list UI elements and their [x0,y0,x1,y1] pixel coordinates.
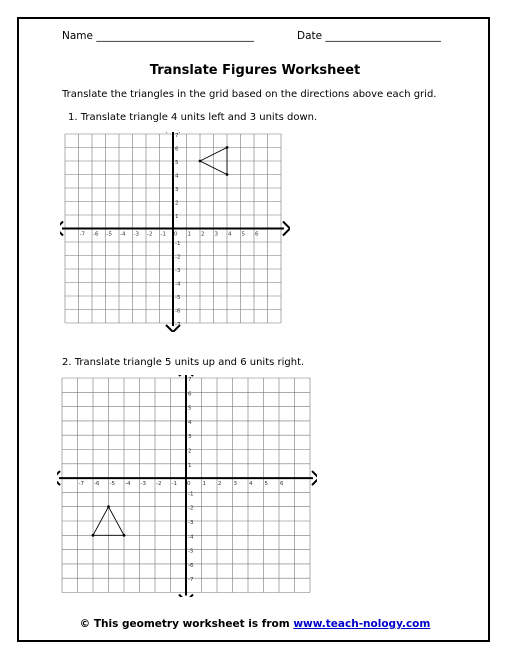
x-tick-label: 0 [174,231,178,238]
x-tick-label: -5 [109,481,115,488]
x-tick-label: -3 [133,231,139,238]
y-tick-label: 1 [175,214,179,220]
y-tick-label: 5 [175,160,179,166]
teach-nology-link[interactable]: www.teach-nology.com [293,618,431,630]
y-tick-label: 2 [188,448,192,455]
triangle-vertex [226,146,229,149]
x-tick-label: -7 [78,481,84,488]
footer-prefix: © This geometry worksheet is from [79,618,294,630]
y-tick-label: -3 [175,268,181,274]
y-tick-label: 4 [188,419,192,426]
triangle-vertex [199,160,202,163]
y-tick-label: -6 [175,308,181,315]
x-tick-label: 6 [280,481,284,488]
date-field-label: Date ______________________ [297,30,441,42]
x-tick-label: -1 [171,481,177,488]
y-tick-label: 3 [188,434,192,441]
x-tick-label: -4 [120,231,126,238]
triangle-vertex [226,173,229,176]
instructions: Translate the triangles in the grid based on the directions above each grid. [62,89,437,100]
x-tick-label: -2 [147,231,153,238]
y-tick-label: -1 [175,241,181,247]
y-tick-label: 7 [188,377,192,383]
y-tick-label: -6 [188,562,194,569]
y-tick-label: -2 [175,254,181,261]
problem-2-prompt: 2. Translate triangle 5 units up and 6 units right. [62,357,305,368]
y-tick-label: 5 [188,405,192,412]
x-tick-label: 2 [218,481,222,488]
y-tick-label: 7 [175,133,179,139]
x-tick-label: -3 [140,481,146,488]
worksheet-title: Translate Figures Worksheet [149,63,361,78]
x-tick-label: 5 [264,481,268,488]
y-tick-label: -5 [175,295,181,301]
coordinate-grid-2 [57,375,317,597]
y-tick-label: 1 [188,462,192,469]
y-tick-label: -2 [188,505,194,512]
triangle-vertex [123,534,126,537]
x-tick-label: -7 [79,231,85,238]
y-tick-label: 4 [175,173,179,180]
x-tick-label: 2 [201,231,205,238]
y-tick-label: -7 [175,322,181,328]
footer-credit [0,618,510,630]
y-tick-label: -1 [188,491,194,498]
y-tick-label: 3 [175,187,179,193]
triangle-vertex [107,505,110,508]
y-tick-label: 6 [188,391,192,398]
y-tick-label: -7 [188,577,194,584]
x-tick-label: -5 [106,231,112,238]
x-tick-label: -4 [125,481,131,488]
x-tick-label: 4 [249,481,253,488]
x-tick-label: -2 [156,481,162,488]
problem-1-prompt: 1. Translate triangle 4 units left and 3 units down. [68,112,318,123]
y-tick-label: -4 [188,534,194,541]
y-tick-label: 2 [175,200,179,207]
x-tick-label: -6 [94,481,100,488]
triangle-vertex [92,534,95,537]
name-field-label: Name ______________________________ [62,30,254,42]
x-tick-label: 3 [214,231,218,238]
y-tick-label: -5 [188,548,194,555]
x-axis-arrow-right-icon [283,222,290,236]
y-tick-label: -3 [188,520,194,526]
x-tick-label: 6 [255,231,259,238]
x-tick-label: 3 [233,481,237,488]
y-tick-label: 6 [175,146,179,153]
x-tick-label: 5 [241,231,245,238]
x-tick-label: 0 [187,481,191,488]
x-tick-label: -1 [160,231,166,238]
y-tick-label: -4 [175,281,181,288]
x-tick-label: 4 [228,231,232,238]
coordinate-grid-1 [60,132,290,332]
x-tick-label: 1 [202,481,206,488]
x-tick-label: 1 [187,231,191,238]
x-tick-label: -6 [93,231,99,238]
